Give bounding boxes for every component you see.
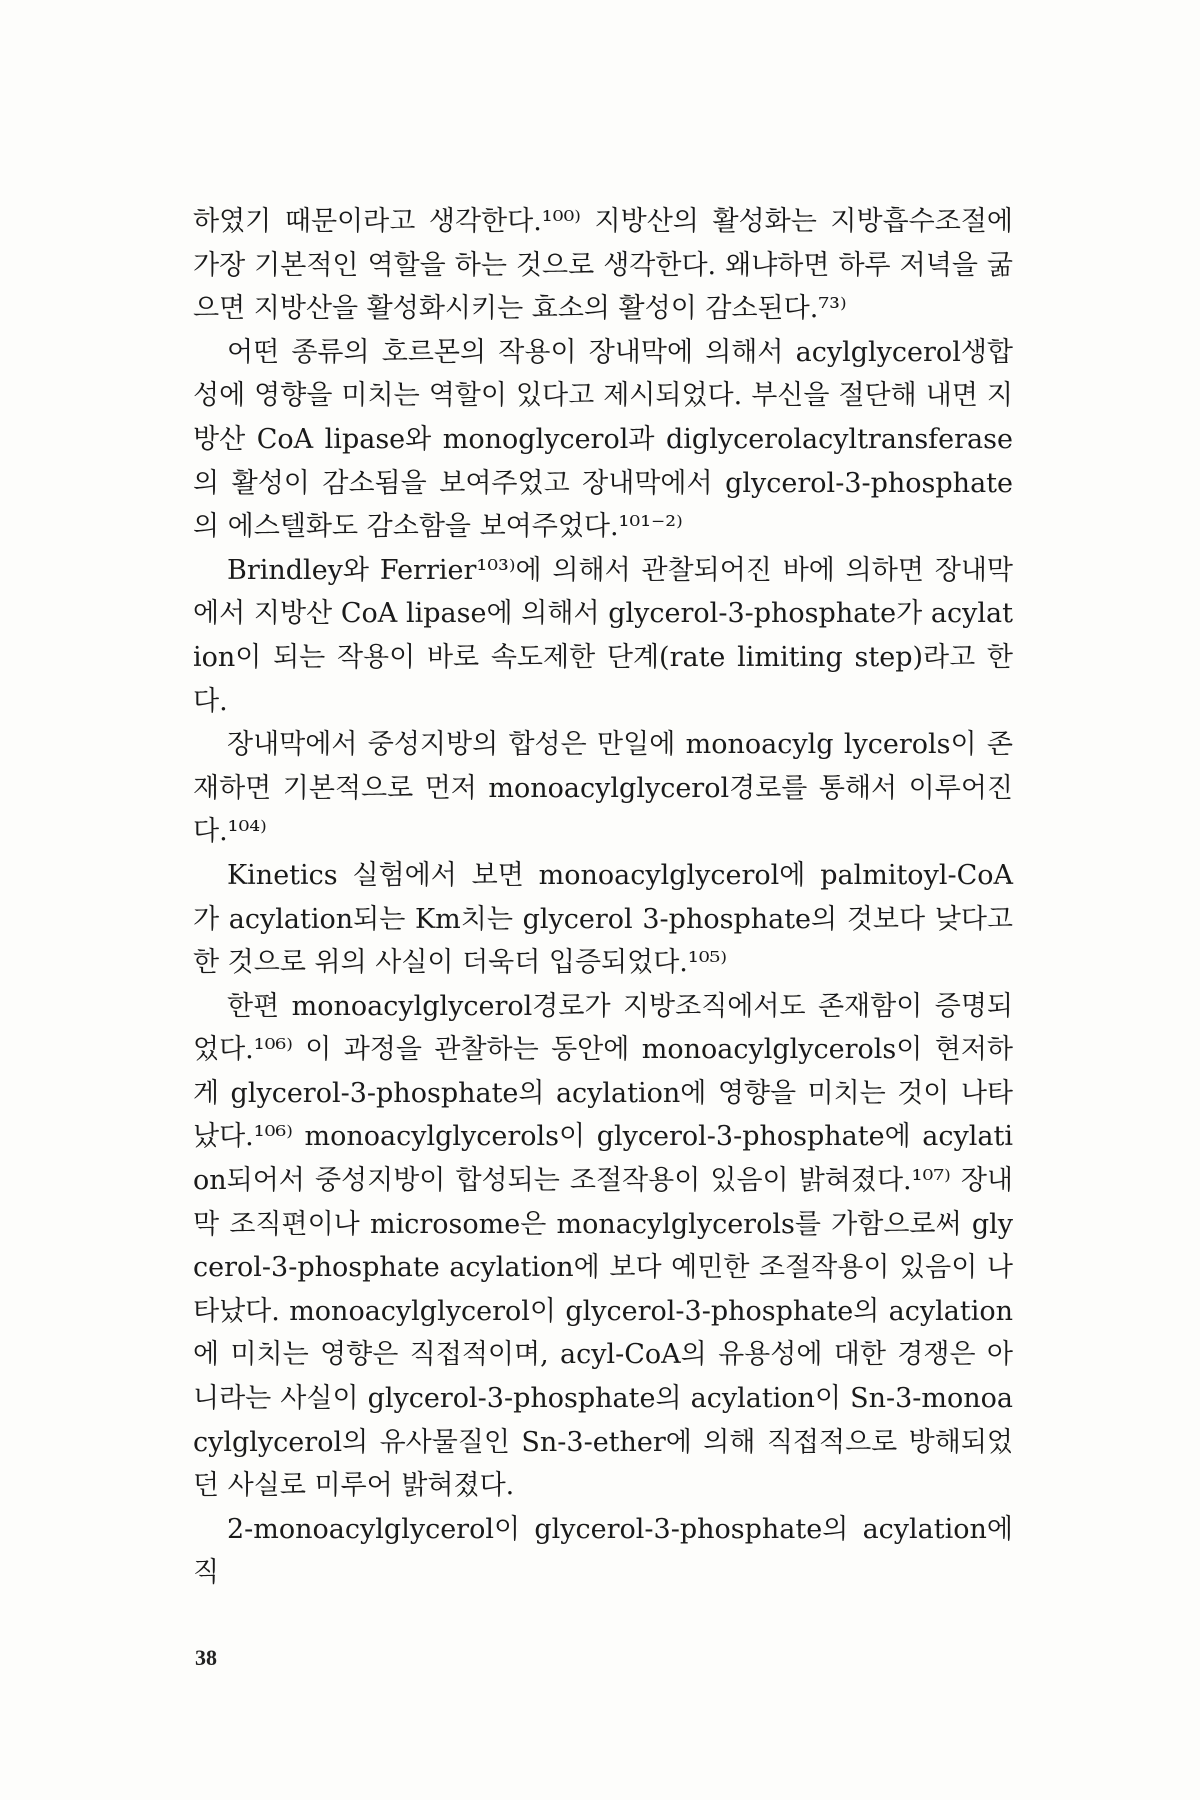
page-number: 38: [195, 1645, 217, 1670]
paragraph-7: 2-monoacylglycerol이 glycerol-3-phosphate의 acylation에 직: [193, 1513, 1013, 1589]
paragraph-5: Kinetics 실험에서 보면 monoacylglycerol에 palmitoyl-CoA가 acylation되는 Km치는 glycerol 3-phosphate의 것보다 낮다고 한 것으로 위의 사실이 더욱더 입증되었다.¹⁰⁵⁾: [193, 859, 1013, 979]
paragraph-2: 어떤 종류의 호르몬의 작용이 장내막에 의해서 acylglycerol생합성에 영향을 미치는 역할이 있다고 제시되었다. 부신을 절단해 내면 지방산 CoA lipase와 monoglycerol과 diglycerolacyltransferase의 활성이 감소됨을 보여주었고 장내막에서 glycerol-3-phosphate의 에스텔화도 감소함을 보여주었다.¹⁰¹⁻²⁾: [193, 336, 1013, 543]
body-text: [193, 200, 1013, 1595]
paragraph-1: 하였기 때문이라고 생각한다.¹⁰⁰⁾ 지방산의 활성화는 지방흡수조절에 가장 기본적인 역할을 하는 것으로 생각한다. 왜냐하면 하루 저녁을 굶으면 지방산을 활성화시키는 효소의 활성이 감소된다.⁷³⁾: [193, 206, 1013, 325]
paragraph-3: Brindley와 Ferrier¹⁰³⁾에 의해서 관찰되어진 바에 의하면 장내막에서 지방산 CoA lipase에 의해서 glycerol-3-phosphate가 acylation이 되는 작용이 바로 속도제한 단계(rate limiting step)라고 한다.: [193, 554, 1013, 717]
paragraph-4: 장내막에서 중성지방의 합성은 만일에 monoacylg lycerols이 존재하면 기본적으로 먼저 monoacylglycerol경로를 통해서 이루어진다.¹⁰⁴⁾: [193, 729, 1013, 848]
paragraph-6: 한편 monoacylglycerol경로가 지방조직에서도 존재함이 증명되었다.¹⁰⁶⁾ 이 과정을 관찰하는 동안에 monoacylglycerols이 현저하게 glycerol-3-phosphate의 acylation에 영향을 미치는 것이 나타났다.¹⁰⁶⁾ monoacylglycerols이 glycerol-3-phosphate에 acylation되어서 중성지방이 합성되는 조절작용이 있음이 밝혀졌다.¹⁰⁷⁾ 장내막 조직편이나 microsome은 monacylglycerols를 가함으로써 glycerol-3-phosphate acylation에 보다 예민한 조절작용이 있음이 나타났다. monoacylglycerol이 glycerol-3-phosphate의 acylation에 미치는 영향은 직접적이며, acyl-CoA의 유용성에 대한 경쟁은 아니라는 사실이 glycerol-3-phosphate의 acylation이 Sn-3-monoacylglycerol의 유사물질인 Sn-3-ether에 의해 직접적으로 방해되었던 사실로 미루어 밝혀졌다.: [193, 990, 1013, 1502]
